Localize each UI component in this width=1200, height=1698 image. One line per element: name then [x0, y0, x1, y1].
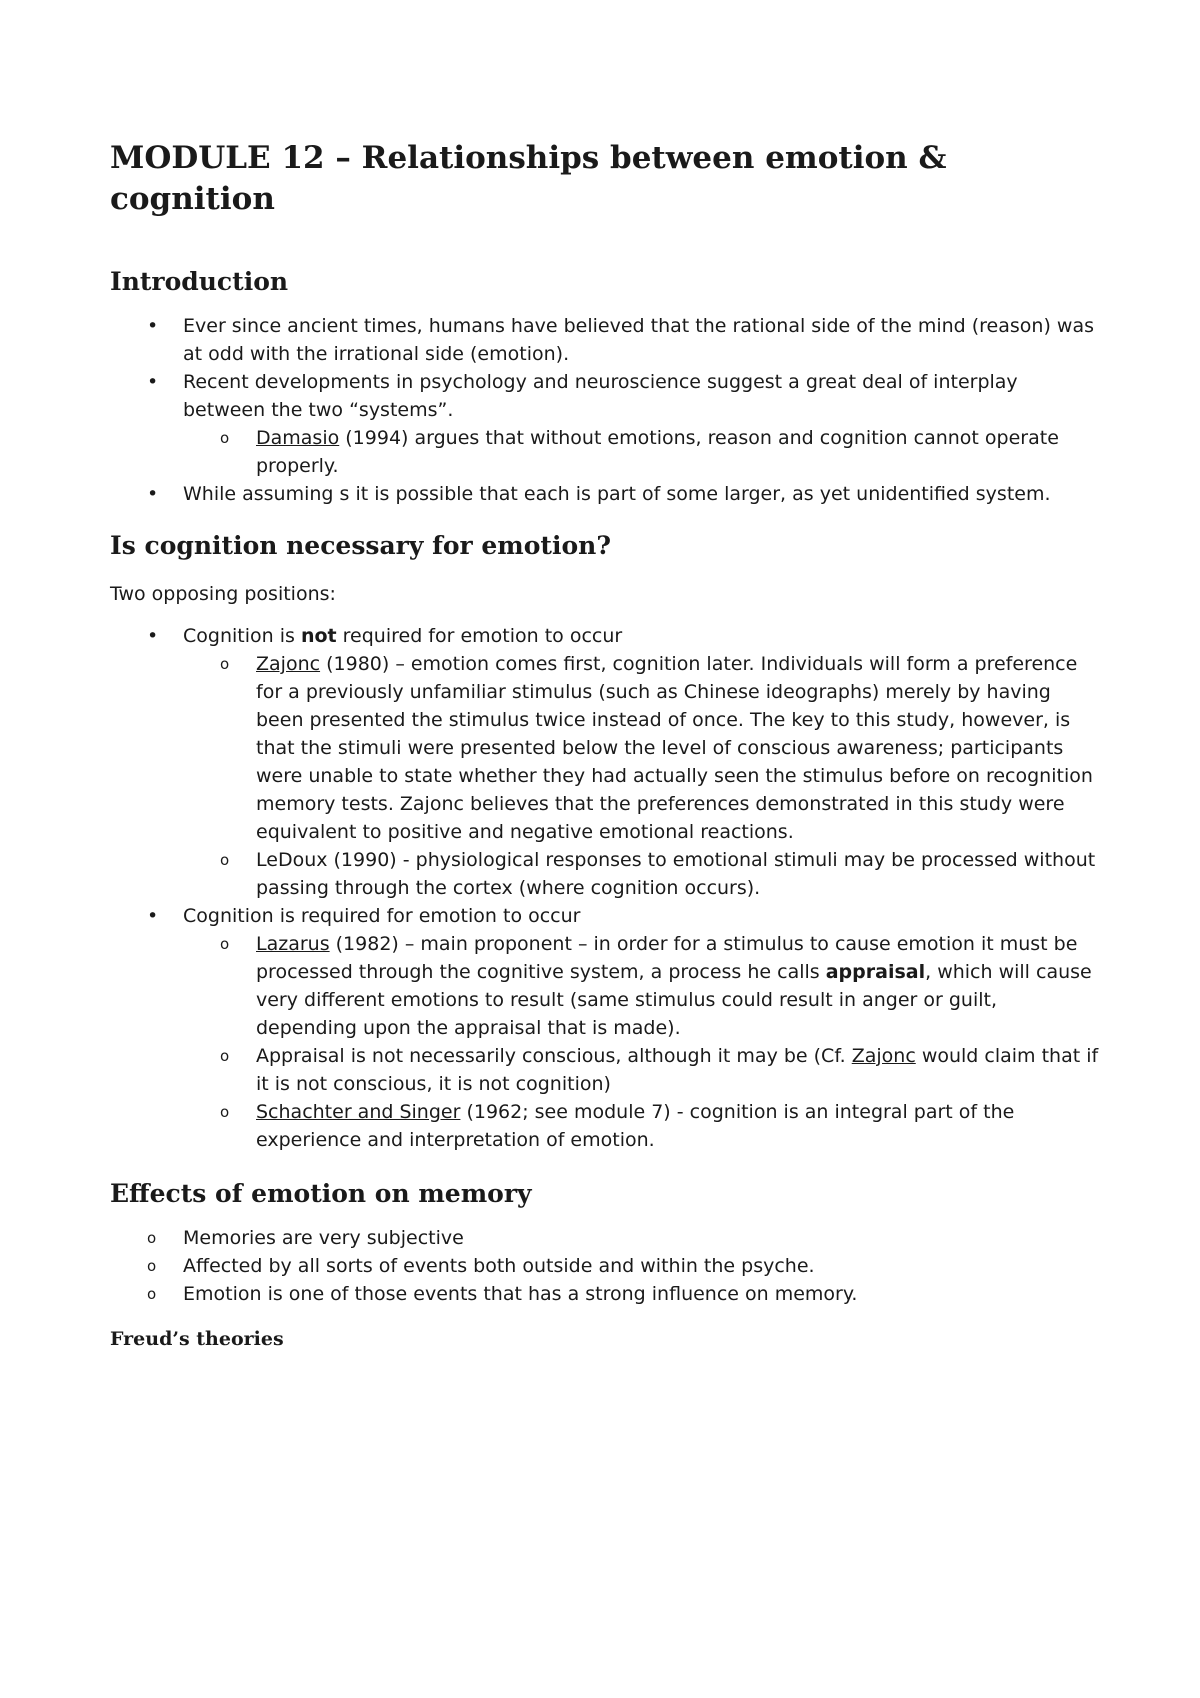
list-item-text: While assuming s it is possible that each is part of some larger, as yet unidentified system.: [183, 483, 1051, 505]
emphasis-text: appraisal: [825, 961, 926, 983]
list-item-text: Affected by all sorts of events both outside and within the psyche.: [183, 1255, 815, 1277]
bullet-marker: •: [147, 315, 159, 337]
list-item-text: Memories are very subjective: [183, 1227, 464, 1249]
emphasis-text: not: [300, 625, 337, 647]
subsection-heading-freud: Freud’s theories: [110, 1328, 284, 1350]
sub-bullet-marker: o: [220, 935, 230, 953]
list-item-text: Appraisal is not necessarily conscious, although it may be (Cf.: [256, 1045, 852, 1067]
list-item-text: (1962; see module 7) - cognition is an integral part of the experience and interpretation of emotion.: [256, 1101, 1015, 1151]
list-item: [110, 1224, 1100, 1252]
list-item: [110, 622, 1100, 902]
sub-bullet-marker: o: [220, 1047, 230, 1065]
bullet-marker: •: [147, 905, 159, 927]
sub-bullet-marker: o: [220, 1103, 230, 1121]
list-item-text: Emotion is one of those events that has a strong influence on memory.: [183, 1283, 858, 1305]
sub-bullet-marker: o: [220, 655, 230, 673]
section-heading-cognition: Is cognition necessary for emotion?: [110, 531, 611, 560]
list-item-text: (1980) – emotion comes first, cognition later. Individuals will form a preference for a previously unfamiliar stimulus (such as Chinese ideographs) merely by having been presented the stimulus twice instead of once. The key to this study, however, is that the stimuli were presented below the level of conscious awareness; participants were unable to state whether they had actually seen the stimulus before on recognition memory tests. Zajonc believes that the preferences demonstrated in this study were equivalent to positive and negative emotional reactions.: [256, 653, 1093, 843]
list-item: [110, 368, 1100, 480]
sub-list-item: [183, 930, 1100, 1042]
sub-list: [183, 930, 1100, 1154]
list-item: [110, 1280, 1100, 1308]
list-item: [110, 312, 1100, 368]
bullet-marker: •: [147, 371, 159, 393]
list-item-text: , which will cause very different emotions to result (same stimulus could result in anger or guilt, depending upon the appraisal that is made).: [256, 961, 1092, 1039]
section-heading-memory: Effects of emotion on memory: [110, 1179, 532, 1208]
list-item: [110, 480, 1100, 508]
section-heading-introduction: Introduction: [110, 267, 289, 296]
list-item-text: Recent developments in psychology and neuroscience suggest a great deal of interplay between the two “systems”.: [183, 371, 1018, 421]
list-item-text: would claim that if it is not conscious, it is not cognition): [256, 1045, 1099, 1095]
author-name: Damasio: [256, 427, 340, 449]
list-item-text: LeDoux (1990) - physiological responses to emotional stimuli may be processed without passing through the cortex (where cognition occurs).: [256, 849, 1096, 899]
list-item-text: (1994) argues that without emotions, reason and cognition cannot operate properly.: [256, 427, 1059, 477]
memory-list: [110, 1224, 1100, 1308]
sub-list-item: [183, 1098, 1100, 1154]
list-item-text: Ever since ancient times, humans have believed that the rational side of the mind (reason) was at odd with the irrational side (emotion).: [183, 315, 1094, 365]
sub-list-item: [183, 846, 1100, 902]
author-name: Zajonc: [256, 653, 321, 675]
sub-list: [183, 424, 1100, 480]
sub-bullet-marker: o: [220, 429, 230, 447]
cognition-list: [110, 622, 1100, 1154]
list-item-text: (1982) – main proponent – in order for a stimulus to cause emotion it must be processed through the cognitive system, a process he calls: [256, 933, 1078, 983]
sub-bullet-marker: o: [147, 1229, 157, 1247]
section-lead: Two opposing positions:: [110, 583, 336, 605]
page-title: MODULE 12 – Relationships between emotion & cognition: [110, 140, 947, 217]
sub-bullet-marker: o: [147, 1285, 157, 1303]
author-name: Schachter and Singer: [256, 1101, 461, 1123]
list-item-text: Cognition is: [183, 625, 301, 647]
sub-list-item: [183, 650, 1100, 846]
author-name: Lazarus: [256, 933, 330, 955]
list-item-text: required for emotion to occur: [336, 625, 623, 647]
sub-list-item: [183, 424, 1100, 480]
bullet-marker: •: [147, 483, 159, 505]
sub-list: [183, 650, 1100, 902]
sub-bullet-marker: o: [147, 1257, 157, 1275]
sub-bullet-marker: o: [220, 851, 230, 869]
author-name: Zajonc: [851, 1045, 916, 1067]
list-item-text: Cognition is required for emotion to occur: [183, 905, 581, 927]
sub-list-item: [183, 1042, 1100, 1098]
bullet-marker: •: [147, 625, 159, 647]
list-item: [110, 1252, 1100, 1280]
introduction-list: [110, 312, 1100, 508]
list-item: [110, 902, 1100, 1154]
document-body: [110, 138, 1100, 1352]
